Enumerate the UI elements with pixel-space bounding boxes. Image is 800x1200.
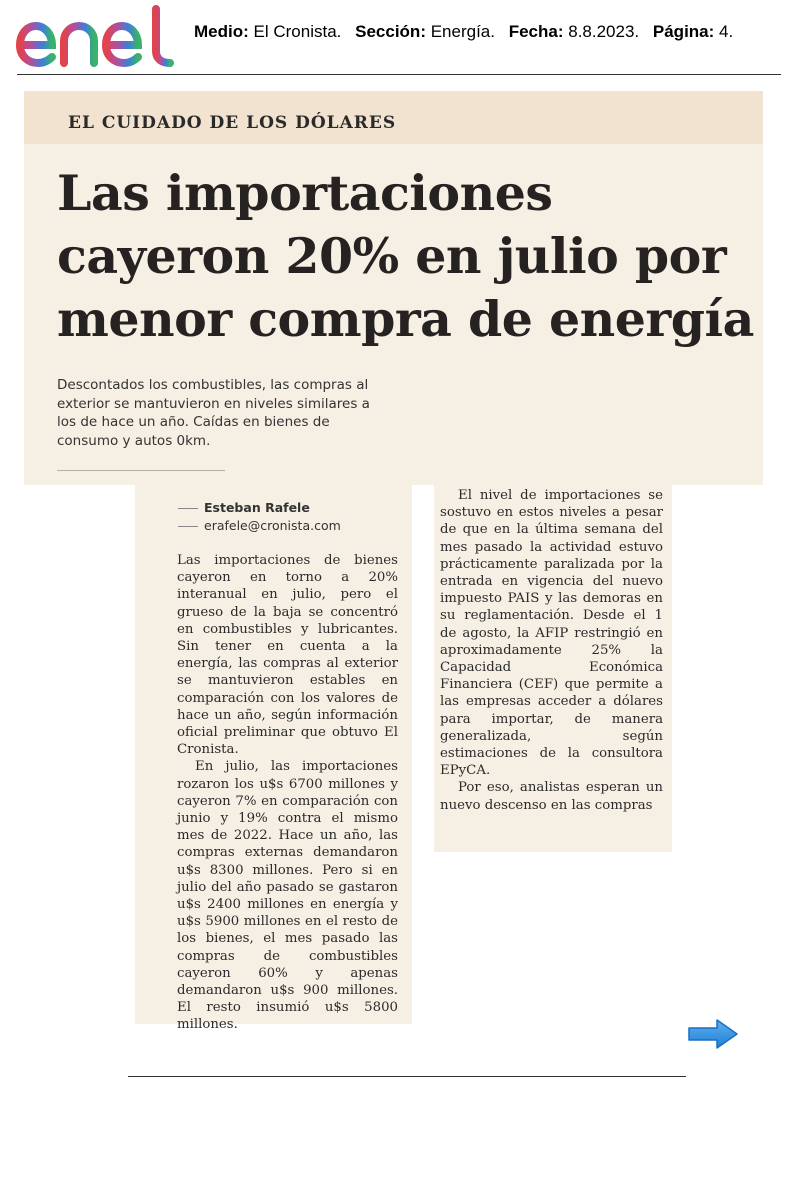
pagina-label: Página:	[652, 22, 715, 41]
body-paragraph: En julio, las importaciones rozaron los u$s 6700 millones y cayeron 7% en comparación con junio y 19% contra el mismo mes de 2022. Hace un año, las compras externas demandaron u$s 8300 millones. Pero si en julio del año pasado se gastaron u$s 2400 millones en energía y u$s 5900 millones en el resto de los bienes, el mes pasado las compras de combustibles cayeron 60% y apenas demandaron u$s 900 millones. El resto insumió u$s 5800 millones.	[177, 759, 398, 1033]
byline-dash	[178, 526, 198, 527]
medio-label: Medio:	[194, 22, 249, 41]
medio-value: El Cronista.	[253, 22, 342, 41]
fecha-label: Fecha:	[508, 22, 564, 41]
seccion-label: Sección:	[355, 22, 426, 41]
arrow-right-icon[interactable]	[687, 1018, 739, 1050]
author-email-line	[178, 518, 341, 533]
article-title: Las importaciones cayeron 20% en julio por menor compra de energía	[57, 164, 754, 348]
right-column-text	[440, 487, 663, 814]
seccion-value: Energía.	[430, 22, 495, 41]
author-name: Esteban Rafele	[204, 500, 310, 515]
footer-divider	[128, 1076, 686, 1077]
author-email: erafele@cronista.com	[204, 518, 341, 533]
body-paragraph: Las importaciones de bienes cayeron en torno a 20% interanual en julio, pero el grueso de la baja se concentró en combustibles y lubricantes. Sin tener en cuenta a la energía, las compras al exterior se mantuvieron estables en comparación con los valores de hace un año, según información oficial preliminar que obtuvo El Cronista.	[177, 553, 398, 758]
article-kicker: EL CUIDADO DE LOS DÓLARES	[68, 113, 397, 133]
article-lede: Descontados los combustibles, las compras al exterior se mantuvieron en niveles similares a los de hace un año. Caídas en bienes de consumo y autos 0km.	[57, 377, 370, 449]
body-paragraph: El nivel de importaciones se sostuvo en estos niveles a pesar de que en la última semana del mes pasado la actividad estuvo prácticamente paralizada por la entrada en vigencia del nuevo impuesto PAIS y las demoras en su reglamentación. Desde el 1 de agosto, la AFIP restringió en aproximadamente 25% la Capacidad Económica Financiera (CEF) que permite a las empresas acceder a dólares para importar, de manera generalizada, según estimaciones de la consultora EPyCA.	[440, 488, 663, 779]
fecha-value: 8.8.2023.	[568, 22, 640, 41]
header-divider	[17, 74, 781, 75]
lede-divider	[57, 470, 225, 471]
author-byline	[178, 500, 310, 515]
enel-logo	[16, 5, 180, 69]
byline-dash	[178, 508, 198, 509]
clipping-metadata	[194, 22, 733, 42]
pagina-value: 4.	[719, 22, 734, 41]
body-paragraph: Por eso, analistas esperan un nuevo descenso en las compras	[440, 780, 663, 813]
left-column-text	[177, 552, 398, 1034]
